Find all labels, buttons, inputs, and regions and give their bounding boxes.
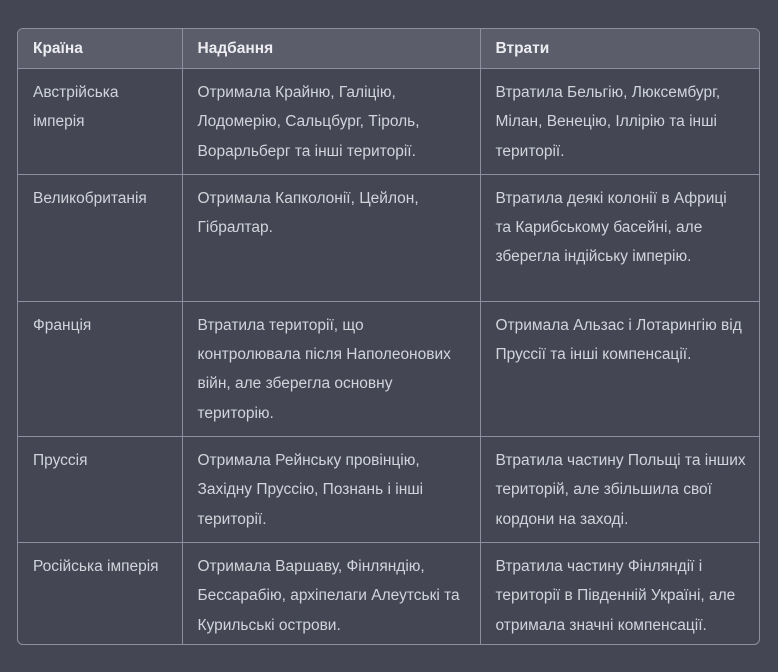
territory-table	[17, 28, 760, 645]
cell-gains: Отримала Рейнську провінцію, Західну Пруссію, Познань і інші території.	[182, 437, 480, 543]
table-row	[18, 174, 760, 301]
data-table	[18, 29, 760, 645]
table-row	[18, 69, 760, 175]
column-header-country: Країна	[18, 29, 182, 69]
cell-gains: Отримала Варшаву, Фінляндію, Бессарабію, архіпелаги Алеутські та Курильські острови.	[182, 542, 480, 645]
column-header-gains: Надбання	[182, 29, 480, 69]
cell-losses: Втратила частину Фінляндії і території в Південній Україні, але отримала значні компенсації.	[480, 542, 760, 645]
cell-country: Пруссія	[18, 437, 182, 543]
cell-gains: Втратила території, що контролювала після Наполеонових війн, але зберегла основну територію.	[182, 301, 480, 436]
cell-losses: Втратила деякі колонії в Африці та Карибському басейні, але зберегла індійську імперію.	[480, 174, 760, 301]
header-row	[18, 29, 760, 69]
cell-country: Франція	[18, 301, 182, 436]
table-row	[18, 437, 760, 543]
cell-losses: Втратила Бельгію, Люксембург, Мілан, Венецію, Іллірію та інші території.	[480, 69, 760, 175]
cell-losses: Втратила частину Польщі та інших територій, але збільшила свої кордони на заході.	[480, 437, 760, 543]
table-row	[18, 301, 760, 436]
column-header-losses: Втрати	[480, 29, 760, 69]
cell-gains: Отримала Капколонії, Цейлон, Гібралтар.	[182, 174, 480, 301]
cell-country: Австрійська імперія	[33, 84, 119, 131]
table-body	[18, 69, 760, 646]
cell-country: Російська імперія	[18, 542, 182, 645]
table-header	[18, 29, 760, 69]
cell-losses: Отримала Альзас і Лотарингію від Пруссії та інші компенсації.	[480, 301, 760, 436]
table-row	[18, 542, 760, 645]
cell-gains: Отримала Крайню, Галіцію, Лодомерію, Сальцбург, Тіроль, Ворарльберг та інші території.	[182, 69, 480, 175]
cell-country: Великобританія	[18, 174, 182, 301]
